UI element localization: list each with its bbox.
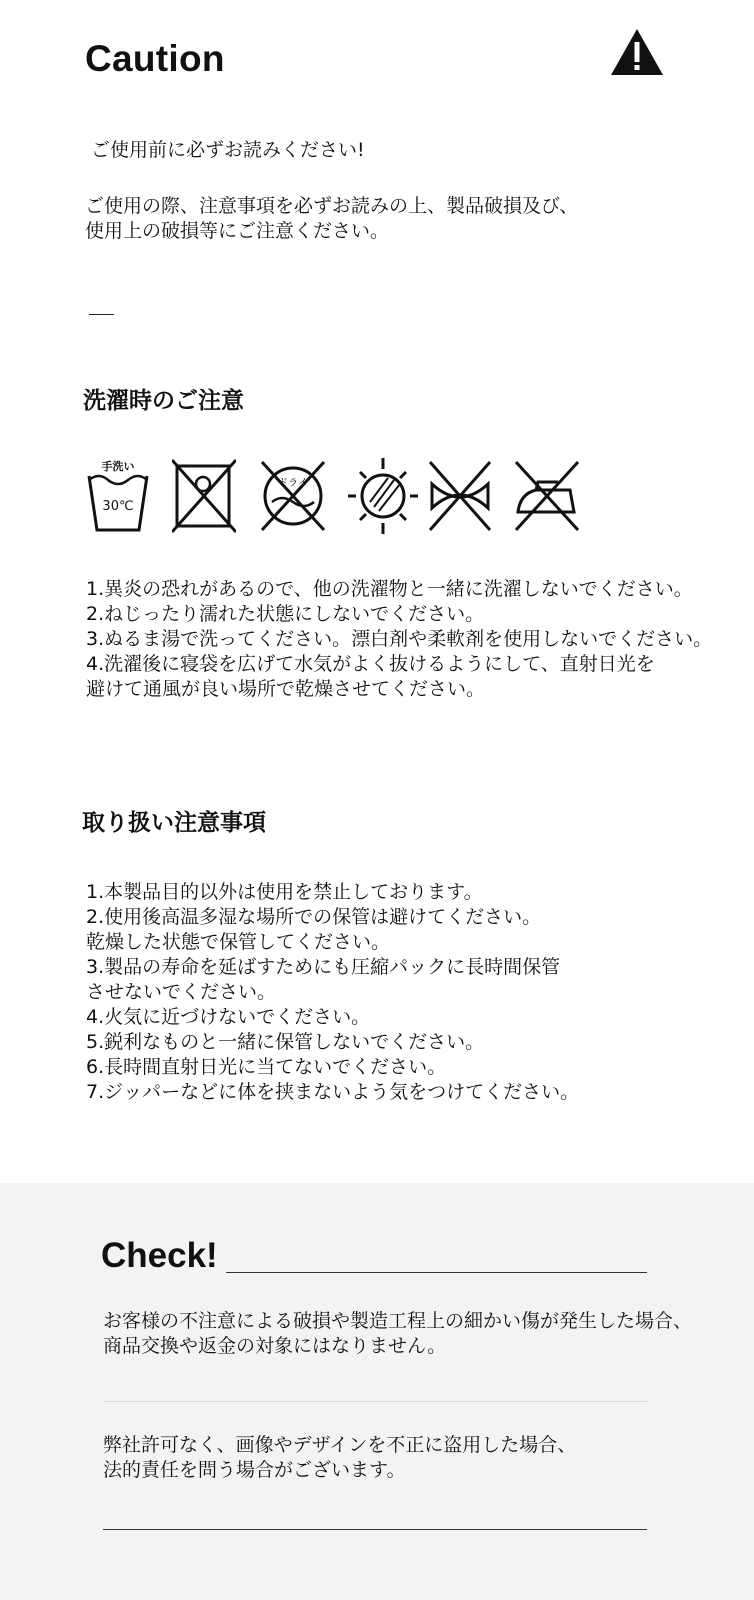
hand-wash-label: 手洗い xyxy=(101,460,135,473)
check-line: お客様の不注意による破損や製造工程上の細かい傷が発生した場合、 xyxy=(103,1310,693,1332)
handling-line: させないでください。 xyxy=(86,981,277,1003)
washing-line: 避けて通風が良い場所で乾燥させてください。 xyxy=(86,678,486,700)
dry-in-shade-icon xyxy=(348,458,418,534)
check-line: 弊社許可なく、画像やデザインを不正に盗用した場合、 xyxy=(103,1434,577,1456)
washing-line: 1.異炎の恐れがあるので、他の洗濯物と一緒に洗濯しないでください。 xyxy=(86,578,693,600)
check-divider xyxy=(103,1401,647,1402)
hand-wash-temp: 30℃ xyxy=(102,499,134,514)
laundry-symbols xyxy=(86,458,592,534)
handling-line: 7.ジッパーなどに体を挟まないよう気をつけてください。 xyxy=(86,1081,580,1103)
washing-heading: 洗濯時のご注意 xyxy=(83,388,244,414)
warning-triangle-icon xyxy=(609,27,665,77)
handling-line: 5.鋭利なものと一緒に保管しないでください。 xyxy=(86,1031,485,1053)
no-wring-icon xyxy=(428,458,492,534)
washing-line: 2.ねじったり濡れた状態にしないでください。 xyxy=(86,603,485,625)
hand-wash-30-icon xyxy=(86,458,150,534)
handling-line: 1.本製品目的以外は使用を禁止しております。 xyxy=(86,881,483,903)
washing-line: 4.洗濯後に寝袋を広げて水気がよく抜けるようにして、直射日光を xyxy=(86,653,655,675)
handling-line: 2.使用後高温多湿な場所での保管は避けてください。 xyxy=(86,906,542,928)
handling-heading: 取り扱い注意事項 xyxy=(82,810,266,836)
check-notice-damage xyxy=(103,1309,692,1359)
check-title: Check! xyxy=(101,1236,218,1275)
check-notice-copyright xyxy=(103,1433,576,1483)
no-dry-clean-icon xyxy=(260,458,326,534)
no-iron-icon xyxy=(514,458,580,534)
handling-line: 乾燥した状態で保管してください。 xyxy=(86,931,391,953)
check-bottom-rule xyxy=(103,1529,647,1530)
handling-line: 3.製品の寿命を延ばすためにも圧縮パックに長時間保管 xyxy=(86,956,561,978)
dry-clean-label: ドライ xyxy=(278,478,308,489)
caution-intro-line: ご使用の際、注意事項を必ずお読みの上、製品破損及び、 xyxy=(85,195,579,217)
no-tumble-dry-icon xyxy=(172,458,236,534)
read-before-use-notice: ご使用前に必ずお読みください! xyxy=(91,139,365,161)
check-line: 法的責任を問う場合がございます。 xyxy=(103,1459,406,1481)
washing-line: 3.ぬるま湯で洗ってください。漂白剤や柔軟剤を使用しないでください。 xyxy=(86,628,713,650)
caution-title: Caution xyxy=(85,38,225,79)
check-line: 商品交換や返金の対象にはなりません。 xyxy=(103,1335,447,1357)
handling-instructions xyxy=(86,880,579,1105)
check-title-rule xyxy=(226,1272,647,1273)
handling-line: 6.長時間直射日光に当てないでください。 xyxy=(86,1056,447,1078)
caution-intro xyxy=(85,194,578,244)
handling-line: 4.火気に近づけないでください。 xyxy=(86,1006,371,1028)
washing-instructions xyxy=(86,577,712,702)
caution-intro-line: 使用上の破損等にご注意ください。 xyxy=(85,220,390,242)
section-divider xyxy=(89,314,114,315)
